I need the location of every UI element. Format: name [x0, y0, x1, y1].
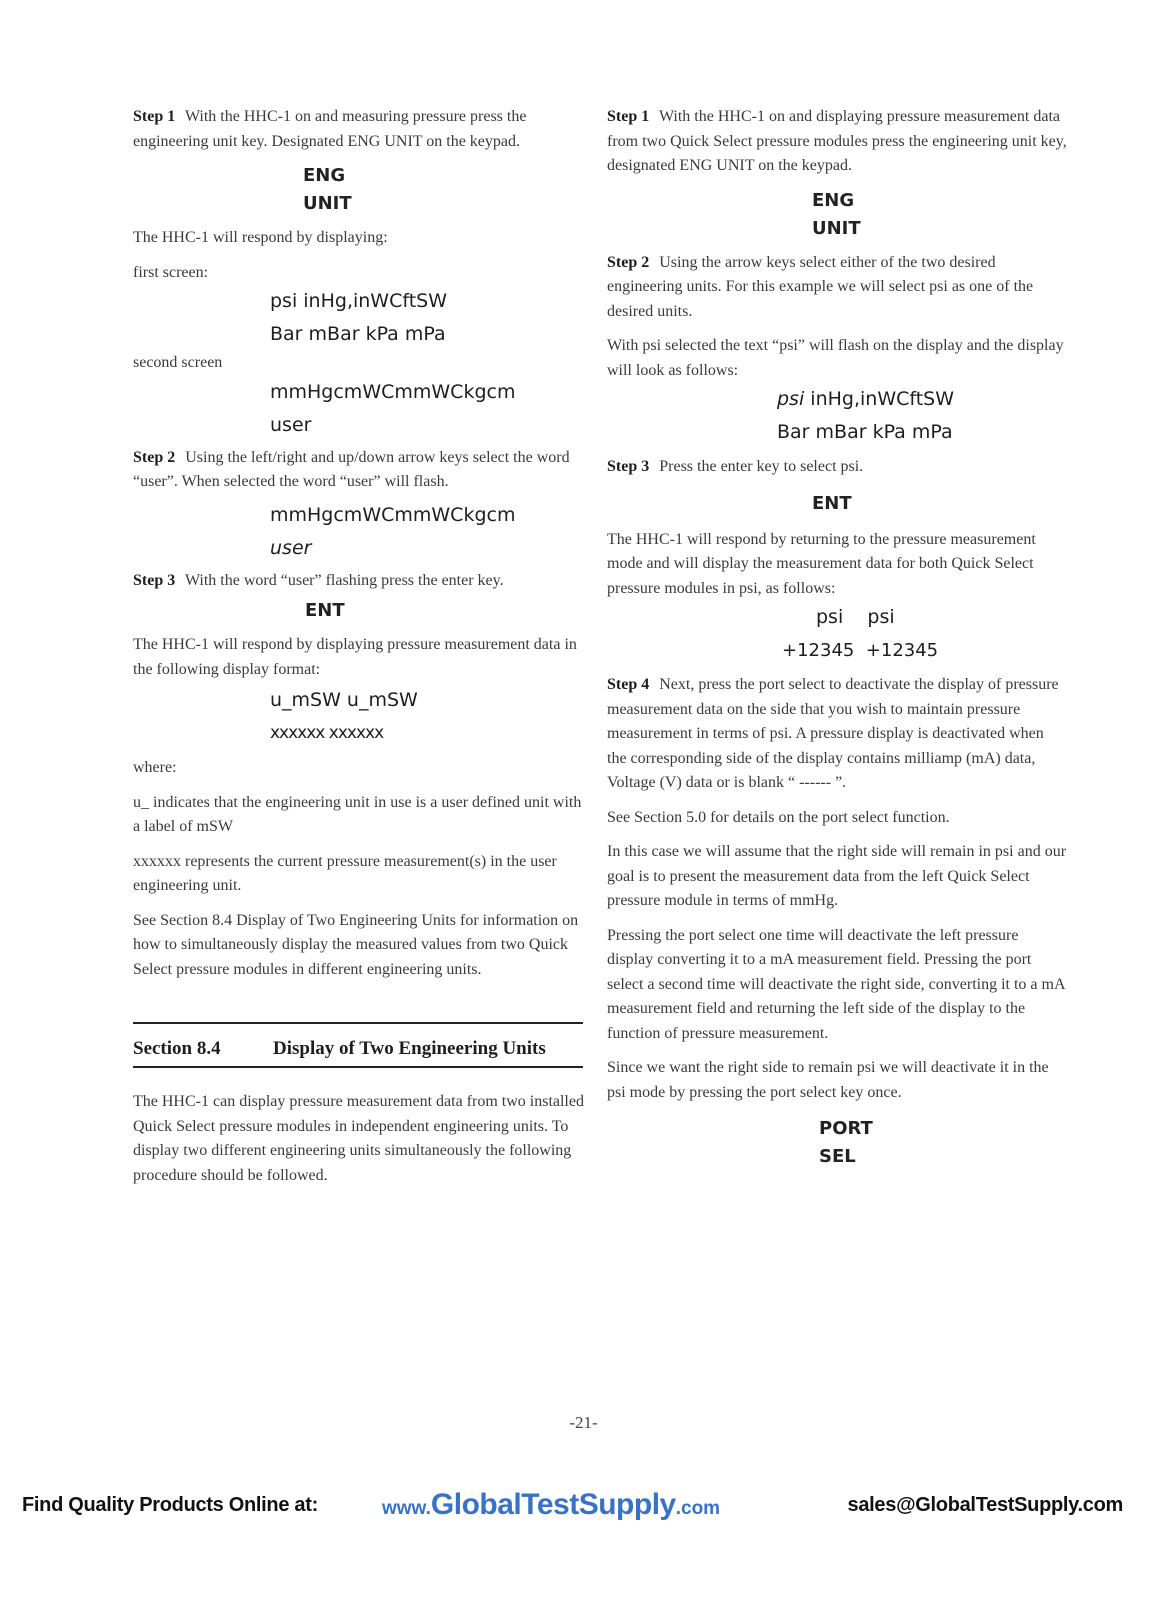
step-text: With the word “user” flashing press the enter key. — [184, 571, 504, 589]
url-brand: GlobalTestSupply — [430, 1488, 676, 1521]
step-paragraph — [133, 105, 588, 154]
footer-tagline: Find Quality Products Online at: — [22, 1494, 318, 1516]
key-ent — [607, 490, 1067, 518]
paragraph: The HHC-1 will respond by returning to the pressure measurement mode and will display the measurement data for both Quick Select pressure modules in psi, as follows: — [607, 530, 1036, 597]
section-number: Section 8.4 — [133, 1038, 221, 1059]
step-label: Step 1 — [607, 108, 650, 125]
step-text: Using the arrow keys select either of the two desired engineering units. For this example we will select psi as one of the desired units. — [607, 253, 1034, 320]
step-paragraph — [607, 455, 1067, 480]
section-top-rule — [133, 1022, 583, 1024]
display-line: Bar mBar kPa mPa — [777, 421, 953, 443]
url-suffix: .com — [675, 1498, 721, 1519]
step-paragraph — [133, 446, 588, 495]
step-label: Step 3 — [133, 571, 176, 589]
display-psi-values — [607, 601, 1067, 667]
step-label: Step 2 — [133, 448, 176, 466]
paragraph: See Section 8.4 Display of Two Engineering Units for information on how to simultaneously display the measured values from two Quick Select pressure modules in different engineering units. — [133, 911, 579, 978]
paragraph: second screen — [133, 354, 223, 371]
right-column — [607, 105, 1067, 1171]
url-prefix: www. — [382, 1498, 431, 1519]
key-label: ENT — [305, 600, 345, 621]
paragraph: u_ indicates that the engineering unit in use is a user defined unit with a label of mSW — [133, 793, 582, 835]
paragraph: where: — [133, 759, 177, 776]
display-line: user — [270, 413, 312, 436]
display-line: mmHgcmWCmmWCkgcm — [270, 503, 516, 526]
paragraph: first screen: — [133, 263, 209, 281]
display-psi-flashing: psi — [777, 388, 805, 410]
footer — [0, 1488, 1167, 1528]
step-label: Step 1 — [133, 108, 176, 125]
key-label: ENG — [303, 165, 346, 186]
left-column — [133, 105, 588, 1198]
display-line — [777, 383, 1067, 416]
step-paragraph — [133, 569, 588, 594]
display-line: mmHgcmWCmmWCkgcm — [270, 380, 516, 403]
paragraph: The HHC-1 will respond by displaying: — [133, 229, 388, 246]
display-line: +12345 +12345 — [782, 640, 939, 661]
key-label: UNIT — [812, 217, 861, 239]
step-paragraph — [607, 673, 1067, 796]
paragraph: Since we want the right side to remain psi we will deactivate it in the psi mode by pressing the port select key once. — [607, 1059, 1049, 1101]
paragraph: Pressing the port select one time will deactivate the left pressure display converting it to a mA measurement field. Pressing the port select a second time will deactivate the right side, converting it to a mA measurement field and returning the left side of the display to the function of pressure measurement. — [607, 926, 1065, 1042]
paragraph: xxxxxx represents the current pressure measurement(s) in the user engineering unit. — [133, 852, 557, 894]
display-format — [133, 684, 588, 750]
step-paragraph — [607, 105, 1067, 179]
step-label: Step 4 — [607, 676, 650, 693]
display-flash — [133, 499, 588, 565]
footer-website-link[interactable] — [382, 1488, 720, 1522]
paragraph: With psi selected the text “psi” will flash on the display and the display will look as follows: — [607, 337, 1064, 379]
step-paragraph — [607, 251, 1067, 325]
paragraph: See Section 5.0 for details on the port select function. — [607, 808, 950, 826]
display-line: user — [270, 536, 312, 559]
footer-email-link[interactable]: sales@GlobalTestSupply.com — [847, 1494, 1123, 1516]
paragraph: The HHC-1 can display pressure measurement data from two installed Quick Select pressure modules in independent engineering units. To display two different engineering units simultaneously the following procedure should be followed. — [133, 1093, 584, 1184]
step-text: With the HHC-1 on and measuring pressure press the engineering unit key. Designated ENG UNIT on the keypad. — [133, 108, 527, 150]
section-bottom-rule — [133, 1066, 583, 1068]
key-port-sel — [607, 1115, 1067, 1171]
section-title: Display of Two Engineering Units — [273, 1038, 546, 1059]
key-eng-unit — [133, 162, 588, 218]
page-number: -21- — [569, 1413, 598, 1432]
section-heading — [133, 1036, 588, 1062]
step-text: With the HHC-1 on and displaying pressure measurement data from two Quick Select pressure modules press the engineering unit key, designated ENG UNIT on the keypad. — [607, 108, 1067, 174]
key-label: ENT — [812, 492, 852, 514]
display-line: Bar mBar kPa mPa — [270, 323, 446, 345]
step-label: Step 2 — [607, 253, 650, 271]
key-ent — [133, 597, 588, 625]
display-line: u_mSW u_mSW — [270, 689, 418, 711]
display-screen-1 — [133, 285, 588, 351]
display-line: psi inHg,inWCftSW — [270, 290, 448, 312]
key-eng-unit — [607, 187, 1067, 243]
display-units: inHg,inWCftSW — [810, 388, 955, 410]
step-label: Step 3 — [607, 458, 650, 475]
display-psi-flash — [607, 383, 1067, 449]
paragraph: In this case we will assume that the right side will remain in psi and our goal is to present the measurement data from the left Quick Select pressure module in terms of mmHg. — [607, 843, 1067, 909]
display-line: xxxxxx xxxxxx — [270, 723, 384, 743]
key-label: UNIT — [303, 193, 352, 214]
paragraph: The HHC-1 will respond by displaying pressure measurement data in the following display format: — [133, 636, 577, 678]
step-text: Using the left/right and up/down arrow keys select the word “user”. When selected the word “user” will flash. — [133, 448, 570, 490]
display-screen-2 — [133, 376, 588, 442]
key-label: ENG — [812, 189, 855, 211]
key-label: PORT — [819, 1118, 873, 1139]
key-label: SEL — [819, 1146, 856, 1167]
step-text: Next, press the port select to deactivate the display of pressure measurement data on the side that you wish to maintain pressure measurement in terms of psi. A pressure display is deactivated when the corresponding side of the display contains milliamp (mA) data, Voltage (V) data or is blank “ ------ ”. — [607, 676, 1059, 791]
step-text: Press the enter key to select psi. — [659, 458, 864, 475]
display-line: psi psi — [816, 606, 895, 628]
